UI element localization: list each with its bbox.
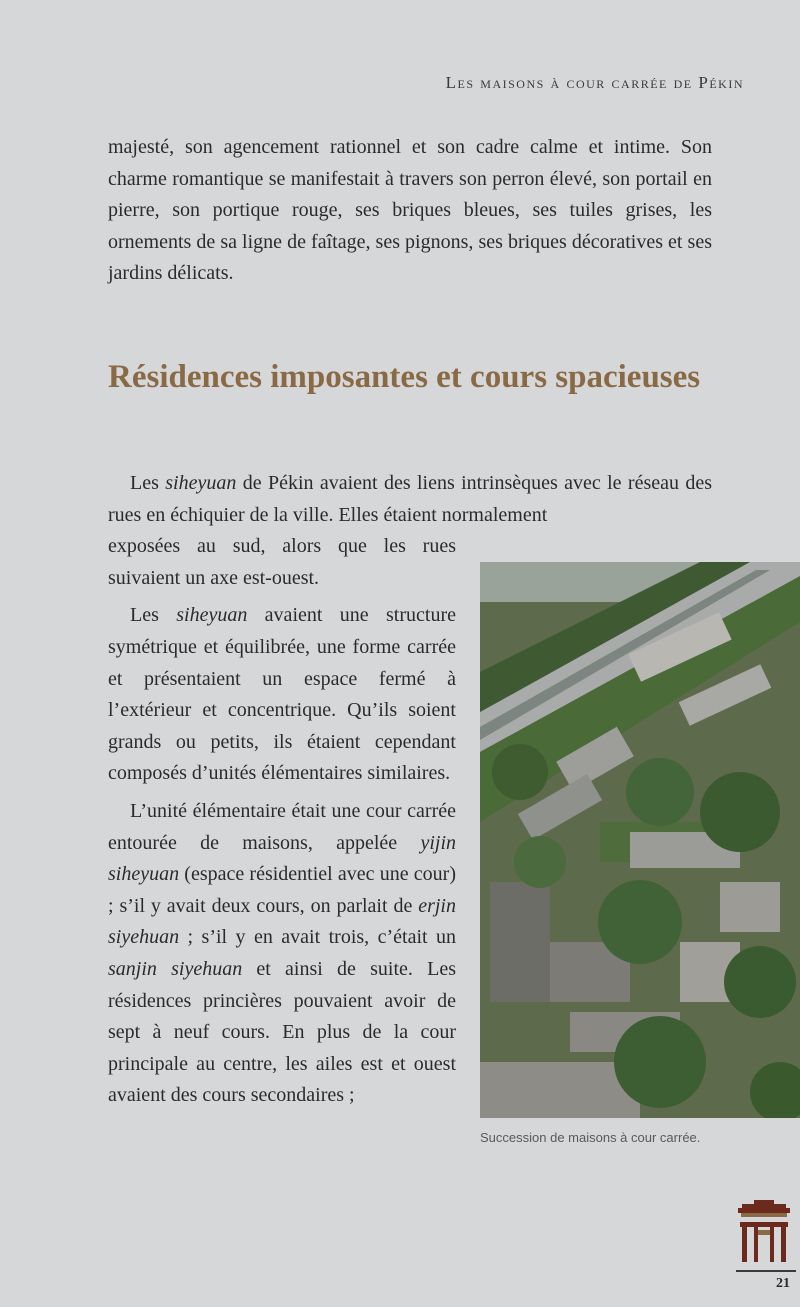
body-text: [108, 468, 712, 1112]
photo-caption: Succession de maisons à cour carrée.: [480, 1130, 701, 1145]
intro-paragraph: majesté, son agencement rationnel et son cadre calme et intime. Son charme romantique se manifestait à travers son perron élevé, son portail en pierre, son portique rouge, ses briques bleues, ses tuiles grises, les ornements de sa ligne de faîtage, ses pignons, ses briques décoratives et ses jardins délicats.: [108, 136, 712, 284]
paragraph-1-tail: exposées au sud, alors que les rues suivaient un axe est-ouest.: [108, 535, 456, 589]
paragraph-1: [108, 468, 712, 594]
page-number-rule: [736, 1270, 796, 1272]
paragraph-1-wide: Les siheyuan de Pékin avaient des liens intrinsèques avec le réseau des rues en échiquier de la ville. Elles étaient normalement: [108, 472, 712, 526]
section-heading: Résidences imposantes et cours spacieuses: [108, 359, 701, 395]
paragraph-2: Les siheyuan avaient une structure symétrique et équilibrée, une forme carrée et présentaient un espace fermé à l’extérieur et concentrique. Qu’ils soient grands ou petits, ils étaient cependant composés d’unités élémentaires similaires.: [108, 604, 456, 785]
paragraph-3: L’unité élémentaire était une cour carrée entourée de maisons, appelée yijin siheyuan (espace résidentiel avec une cour) ; s’il y avait deux cours, on parlait de erjin siyehuan ; s’il y en avait trois, c’était un sanjin siyehuan et ainsi de suite. Les résidences princières pouvaient avoir de sept à neuf cours. En plus de la cour principale au centre, les ailes est et ouest avaient des cours secondaires ;: [108, 799, 456, 1107]
aerial-photo-siheyuan: [480, 562, 800, 1118]
page-number: 21: [776, 1276, 790, 1291]
running-header: Les maisons à cour carrée de Pékin: [445, 73, 744, 92]
paifang-gate-icon: [738, 1200, 790, 1262]
